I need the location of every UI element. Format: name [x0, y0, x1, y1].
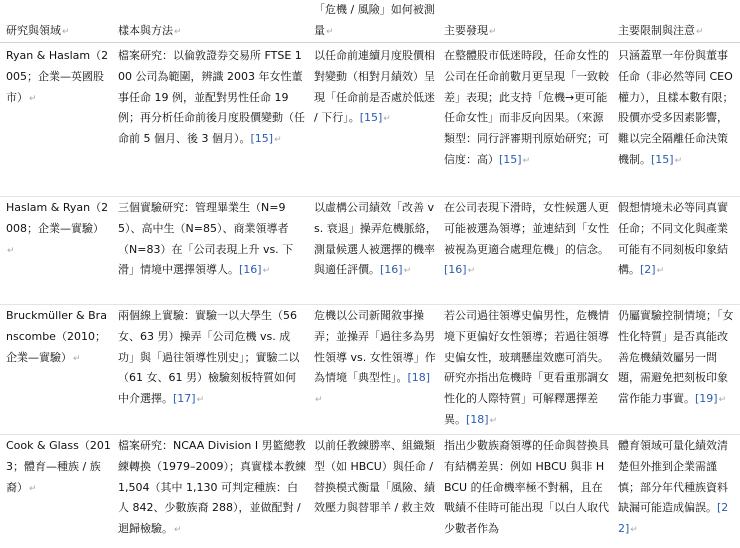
- citation-link[interactable]: [15]: [499, 152, 522, 166]
- citation-link[interactable]: [15]: [651, 152, 674, 166]
- citation-link[interactable]: [15]: [359, 111, 383, 125]
- citation-link[interactable]: [22]: [618, 501, 729, 536]
- table-row-cell: 檔案研究：以倫敦證券交易所 FTSE 100 公司為範圍，辨識 2003 年女性董事任命 19 例，並配對男性任命 19 例；再分析任命前後月度股價變動（任命前 5 個月、後 3 個月）。[15]↵: [118, 49, 305, 146]
- table-row-cell: 假想情境未必等同真實任命；不同文化與產業可能有不同刻板印象結構。[2]↵: [618, 201, 728, 277]
- header-crisis-measure: 「危機 / 風險」如何被測量↵: [314, 3, 435, 37]
- row-divider: [0, 196, 740, 197]
- citation-link[interactable]: [16]: [239, 263, 262, 277]
- row-divider: [0, 434, 740, 435]
- header-main-findings: 主要發現↵: [444, 24, 497, 37]
- citation-link[interactable]: [16]: [380, 263, 403, 277]
- table-row-cell: 指出少數族裔領導的任命與替換具有結構差異：例如 HBCU 與非 HBCU 的任命機率極不對稱，且在戰績不佳時可能出現「以白人取代少數者作為: [444, 439, 609, 536]
- table-row-cell: 仍屬實驗控制情境；「女性化特質」是否真能改善危機績效屬另一問題，需避免把刻板印象當作能力事實。[19]↵: [618, 309, 734, 406]
- citation-link[interactable]: [18]: [407, 371, 431, 385]
- table-row-cell: Cook & Glass（2013；體育—種族 / 族裔）↵: [6, 439, 111, 494]
- table-row-cell: 兩個線上實驗：實驗一以大學生（56 女、63 男）操弄「公司危機 vs. 成功」與「過往領導性別史」；實驗二以（61 女、61 男）檢驗刻板特質如何中介選擇。[17]↵: [118, 309, 300, 406]
- table-row-cell: 體育領域可量化績效清楚但外推到企業需謹慎；部分年代種族資料缺漏可能造成偏誤。[22]↵: [618, 439, 729, 536]
- table-row-cell: 在公司表現下滑時，女性候選人更可能被選為領導；並連結到「女性被視為更適合處理危機」的信念。[16]↵: [444, 201, 609, 277]
- citation-link[interactable]: [19]: [695, 392, 718, 406]
- citation-link[interactable]: [18]: [466, 412, 489, 426]
- citation-link[interactable]: [2]: [640, 263, 656, 277]
- header-sample-method: 樣本與方法↵: [118, 24, 182, 37]
- citation-link[interactable]: [17]: [173, 392, 196, 406]
- header-limitations: 主要限制與注意↵: [618, 24, 704, 37]
- table-row-cell: 以虛構公司績效「改善 vs. 衰退」操弄危機脈絡，測量候選人被選擇的機率與適任評價。[16]↵: [314, 201, 437, 277]
- table-row-cell: 危機以公司新聞敘事操弄；並操弄「過往多為男性領導 vs. 女性領導」作為情境「典型性」。[18]↵: [314, 309, 436, 406]
- table-row-cell: 若公司過往領導史偏男性，危機情境下更偏好女性領導；若過往領導史偏女性，玻璃懸崖效應可消失。研究亦指出危機時「更看重那調女性化的人際特質」可解釋選擇差異。[18]↵: [444, 309, 609, 426]
- table-row-cell: 以前任教練勝率、組織類型（如 HBCU）與任命 / 替換模式衡量「風險、績效壓力與替罪羊 / 救主效: [314, 439, 435, 515]
- table-row-cell: 三個實驗研究：管理畢業生（N=95）、高中生（N=85）、商業領導者（N=83）在「公司表現上升 vs. 下滑」情境中選擇領導人。[16]↵: [118, 201, 294, 277]
- table-row-cell: Ryan & Haslam（2005；企業—英國股市）↵: [6, 49, 109, 104]
- header-divider: [0, 42, 740, 43]
- table-row-cell: Bruckmüller & Branscombe（2010；企業—實驗）↵: [6, 309, 107, 364]
- table-row-cell: Haslam & Ryan（2008；企業—實驗）↵: [6, 201, 109, 256]
- citation-link[interactable]: [15]: [250, 132, 274, 146]
- table-row-cell: 在整體股市低迷時段，任命女性的公司在任命前數月更呈現「一致較差」表現；此支持「危機→更可能任命女性」而非反向因果。（來源類型：同行評審期刊原始研究；可信度：高）[15]↵: [444, 49, 609, 166]
- table-row-cell: 只涵蓋單一年份與董事任命（非必然等同 CEO 權力），且樣本數有限；股價亦受多因素影響，難以完全隔離任命決策機制。[15]↵: [618, 49, 734, 166]
- header-study-domain: 研究與領域↵: [6, 24, 70, 37]
- table-row-cell: 以任命前連續月度股價相對變動（相對月績效）呈現「任命前是否處於低迷 / 下行」。[15]↵: [314, 49, 435, 125]
- table-row-cell: 檔案研究：NCAA Division I 男籃總教練轉換（1979–2009）；真實樣本教練 1,504（其中 1,130 可判定種族：白人 842、少數族裔 288），並做配對 / 迴歸檢驗。↵: [118, 439, 306, 536]
- citation-link[interactable]: [16]: [444, 263, 467, 277]
- row-divider: [0, 304, 740, 305]
